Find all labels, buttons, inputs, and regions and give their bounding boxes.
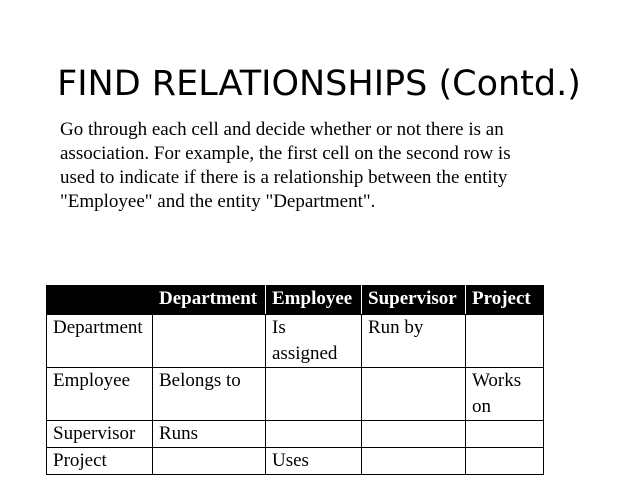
table-row bbox=[47, 448, 544, 475]
row-label: Supervisor bbox=[47, 421, 153, 448]
header-cell-empty bbox=[47, 286, 153, 315]
header-cell-department: Department bbox=[153, 286, 266, 315]
paragraph-line: "Employee" and the entity "Department". bbox=[60, 191, 376, 212]
table-cell: Run by bbox=[362, 315, 466, 368]
row-label: Department bbox=[47, 315, 153, 368]
table-cell bbox=[466, 421, 544, 448]
paragraph-line: used to indicate if there is a relationship between the entity bbox=[60, 167, 508, 188]
table-row bbox=[47, 368, 544, 421]
table-cell: Uses bbox=[266, 448, 362, 475]
table-row bbox=[47, 315, 544, 368]
table-cell bbox=[362, 421, 466, 448]
header-cell-project: Project bbox=[466, 286, 544, 315]
table-cell bbox=[266, 368, 362, 421]
table-cell bbox=[362, 368, 466, 421]
table-row bbox=[47, 421, 544, 448]
row-label: Project bbox=[47, 448, 153, 475]
table-cell bbox=[466, 448, 544, 475]
table-cell: Works on bbox=[466, 368, 544, 421]
table-cell bbox=[153, 315, 266, 368]
body-paragraph bbox=[60, 118, 580, 214]
table-cell: Runs bbox=[153, 421, 266, 448]
table-cell bbox=[362, 448, 466, 475]
table-cell bbox=[266, 421, 362, 448]
table-cell: Is assigned bbox=[266, 315, 362, 368]
table-cell bbox=[466, 315, 544, 368]
header-cell-supervisor: Supervisor bbox=[362, 286, 466, 315]
row-label: Employee bbox=[47, 368, 153, 421]
paragraph-line: Go through each cell and decide whether or not there is an bbox=[60, 119, 504, 140]
table-header-row bbox=[47, 286, 544, 315]
paragraph-line: association. For example, the first cell on the second row is bbox=[60, 143, 511, 164]
table-cell bbox=[153, 448, 266, 475]
relationship-matrix bbox=[46, 285, 544, 475]
slide-title: FIND RELATIONSHIPS (Contd.) bbox=[57, 64, 581, 105]
header-cell-employee: Employee bbox=[266, 286, 362, 315]
table-cell: Belongs to bbox=[153, 368, 266, 421]
